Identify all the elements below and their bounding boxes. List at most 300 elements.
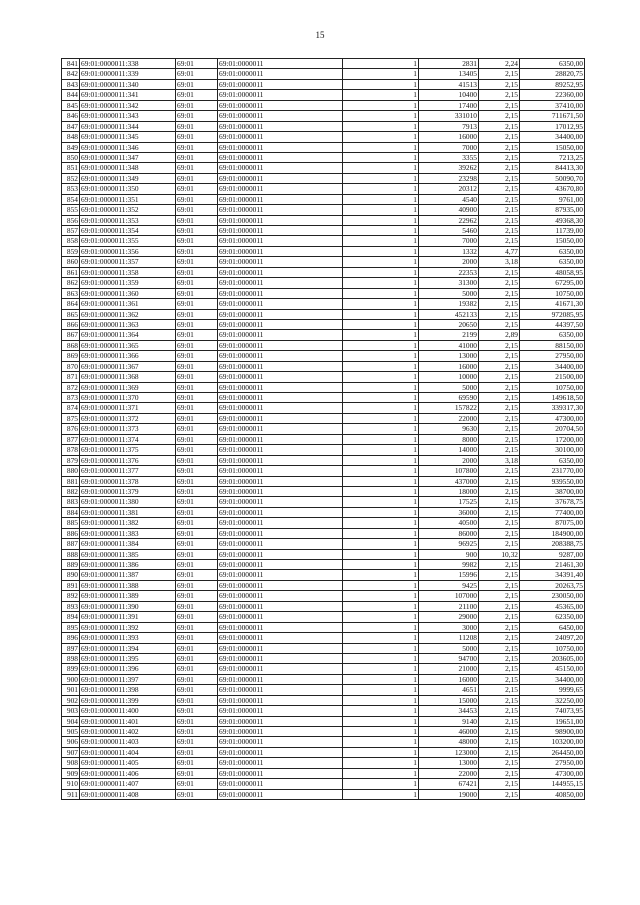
cadastral-value-cell: 24097,20	[520, 633, 585, 643]
row-number-cell: 894	[62, 612, 80, 622]
area-cell: 123000	[419, 747, 479, 757]
table-row	[62, 476, 585, 486]
district-code-cell: 69:01	[176, 560, 218, 570]
district-code-cell: 69:01	[176, 351, 218, 361]
area-cell: 9140	[419, 716, 479, 726]
count-cell: 1	[343, 727, 419, 737]
district-code-cell: 69:01	[176, 653, 218, 663]
table-row	[62, 674, 585, 684]
count-cell: 1	[343, 288, 419, 298]
count-cell: 1	[343, 455, 419, 465]
rate-cell: 2,15	[479, 299, 520, 309]
district-code-cell: 69:01	[176, 768, 218, 778]
cadastral-value-cell: 45365,00	[520, 601, 585, 611]
cadastral-value-cell: 34400,00	[520, 132, 585, 142]
cadastral-value-cell: 230050,00	[520, 591, 585, 601]
count-cell: 1	[343, 372, 419, 382]
row-number-cell: 904	[62, 716, 80, 726]
district-code-cell: 69:01	[176, 319, 218, 329]
area-cell: 15000	[419, 695, 479, 705]
cadastral-value-cell: 6450,00	[520, 622, 585, 632]
cadastral-quarter-cell: 69:01:0000011	[218, 340, 343, 350]
rate-cell: 2,15	[479, 79, 520, 89]
district-code-cell: 69:01	[176, 445, 218, 455]
district-code-cell: 69:01	[176, 194, 218, 204]
rate-cell: 2,89	[479, 330, 520, 340]
count-cell: 1	[343, 100, 419, 110]
table-row	[62, 184, 585, 194]
count-cell: 1	[343, 779, 419, 789]
district-code-cell: 69:01	[176, 372, 218, 382]
rate-cell: 2,15	[479, 393, 520, 403]
area-cell: 16000	[419, 361, 479, 371]
cadastral-value-cell: 62350,00	[520, 612, 585, 622]
area-cell: 19382	[419, 299, 479, 309]
area-cell: 46000	[419, 727, 479, 737]
district-code-cell: 69:01	[176, 288, 218, 298]
cadastral-value-cell: 27950,00	[520, 351, 585, 361]
cadastral-number-cell: 69:01:0000011:377	[80, 466, 176, 476]
cadastral-quarter-cell: 69:01:0000011	[218, 591, 343, 601]
district-code-cell: 69:01	[176, 486, 218, 496]
table-row	[62, 497, 585, 507]
row-number-cell: 879	[62, 455, 80, 465]
table-row	[62, 90, 585, 100]
cadastral-number-cell: 69:01:0000011:370	[80, 393, 176, 403]
area-cell: 18000	[419, 486, 479, 496]
count-cell: 1	[343, 246, 419, 256]
cadastral-value-cell: 7213,25	[520, 152, 585, 162]
count-cell: 1	[343, 163, 419, 173]
cadastral-value-cell: 87935,00	[520, 205, 585, 215]
cadastral-number-cell: 69:01:0000011:360	[80, 288, 176, 298]
cadastral-number-cell: 69:01:0000011:391	[80, 612, 176, 622]
cadastral-quarter-cell: 69:01:0000011	[218, 758, 343, 768]
district-code-cell: 69:01	[176, 393, 218, 403]
cadastral-number-cell: 69:01:0000011:393	[80, 633, 176, 643]
area-cell: 41513	[419, 79, 479, 89]
count-cell: 1	[343, 184, 419, 194]
table-row	[62, 445, 585, 455]
cadastral-number-cell: 69:01:0000011:397	[80, 674, 176, 684]
rate-cell: 2,15	[479, 121, 520, 131]
cadastral-quarter-cell: 69:01:0000011	[218, 497, 343, 507]
cadastral-quarter-cell: 69:01:0000011	[218, 257, 343, 267]
district-code-cell: 69:01	[176, 727, 218, 737]
district-code-cell: 69:01	[176, 779, 218, 789]
row-number-cell: 882	[62, 486, 80, 496]
district-code-cell: 69:01	[176, 413, 218, 423]
count-cell: 1	[343, 173, 419, 183]
district-code-cell: 69:01	[176, 706, 218, 716]
table-row	[62, 111, 585, 121]
area-cell: 23298	[419, 173, 479, 183]
rate-cell: 2,15	[479, 69, 520, 79]
rate-cell: 2,15	[479, 372, 520, 382]
rate-cell: 2,15	[479, 653, 520, 663]
cadastral-number-cell: 69:01:0000011:359	[80, 278, 176, 288]
row-number-cell: 862	[62, 278, 80, 288]
count-cell: 1	[343, 674, 419, 684]
row-number-cell: 896	[62, 633, 80, 643]
rate-cell: 2,15	[479, 445, 520, 455]
cadastral-quarter-cell: 69:01:0000011	[218, 403, 343, 413]
cadastral-quarter-cell: 69:01:0000011	[218, 560, 343, 570]
cadastral-quarter-cell: 69:01:0000011	[218, 434, 343, 444]
rate-cell: 2,15	[479, 132, 520, 142]
cadastral-quarter-cell: 69:01:0000011	[218, 455, 343, 465]
district-code-cell: 69:01	[176, 549, 218, 559]
cadastral-number-cell: 69:01:0000011:362	[80, 309, 176, 319]
rate-cell: 2,15	[479, 633, 520, 643]
cadastral-number-cell: 69:01:0000011:396	[80, 664, 176, 674]
table-row	[62, 779, 585, 789]
cadastral-number-cell: 69:01:0000011:385	[80, 549, 176, 559]
table-row	[62, 100, 585, 110]
cadastral-value-cell: 21461,30	[520, 560, 585, 570]
area-cell: 15996	[419, 570, 479, 580]
table-row	[62, 643, 585, 653]
cadastral-quarter-cell: 69:01:0000011	[218, 424, 343, 434]
count-cell: 1	[343, 403, 419, 413]
area-cell: 9630	[419, 424, 479, 434]
count-cell: 1	[343, 413, 419, 423]
cadastral-number-cell: 69:01:0000011:341	[80, 90, 176, 100]
cadastral-quarter-cell: 69:01:0000011	[218, 173, 343, 183]
cadastral-quarter-cell: 69:01:0000011	[218, 737, 343, 747]
row-number-cell: 895	[62, 622, 80, 632]
count-cell: 1	[343, 466, 419, 476]
cadastral-quarter-cell: 69:01:0000011	[218, 445, 343, 455]
cadastral-value-cell: 50090,70	[520, 173, 585, 183]
rate-cell: 2,15	[479, 758, 520, 768]
cadastral-quarter-cell: 69:01:0000011	[218, 528, 343, 538]
area-cell: 5000	[419, 288, 479, 298]
district-code-cell: 69:01	[176, 528, 218, 538]
cadastral-number-cell: 69:01:0000011:405	[80, 758, 176, 768]
table-row	[62, 226, 585, 236]
cadastral-value-cell: 939550,00	[520, 476, 585, 486]
row-number-cell: 911	[62, 789, 80, 799]
row-number-cell: 909	[62, 768, 80, 778]
area-cell: 1332	[419, 246, 479, 256]
row-number-cell: 891	[62, 580, 80, 590]
cadastral-number-cell: 69:01:0000011:346	[80, 142, 176, 152]
area-cell: 22000	[419, 768, 479, 778]
district-code-cell: 69:01	[176, 518, 218, 528]
cadastral-value-cell: 208388,75	[520, 539, 585, 549]
row-number-cell: 889	[62, 560, 80, 570]
cadastral-number-cell: 69:01:0000011:369	[80, 382, 176, 392]
cadastral-quarter-cell: 69:01:0000011	[218, 351, 343, 361]
area-cell: 21100	[419, 601, 479, 611]
cadastral-quarter-cell: 69:01:0000011	[218, 653, 343, 663]
rate-cell: 2,15	[479, 173, 520, 183]
area-cell: 34453	[419, 706, 479, 716]
count-cell: 1	[343, 560, 419, 570]
table-row	[62, 413, 585, 423]
table-row	[62, 549, 585, 559]
table-row	[62, 246, 585, 256]
district-code-cell: 69:01	[176, 580, 218, 590]
count-cell: 1	[343, 518, 419, 528]
cadastral-quarter-cell: 69:01:0000011	[218, 319, 343, 329]
cadastral-value-cell: 21500,00	[520, 372, 585, 382]
cadastral-quarter-cell: 69:01:0000011	[218, 236, 343, 246]
count-cell: 1	[343, 789, 419, 799]
row-number-cell: 858	[62, 236, 80, 246]
table-row	[62, 685, 585, 695]
area-cell: 94700	[419, 653, 479, 663]
cadastral-quarter-cell: 69:01:0000011	[218, 685, 343, 695]
table-row	[62, 507, 585, 517]
count-cell: 1	[343, 111, 419, 121]
cadastral-number-cell: 69:01:0000011:345	[80, 132, 176, 142]
count-cell: 1	[343, 205, 419, 215]
row-number-cell: 852	[62, 173, 80, 183]
table-row	[62, 560, 585, 570]
district-code-cell: 69:01	[176, 236, 218, 246]
cadastral-value-cell: 38700,00	[520, 486, 585, 496]
rate-cell: 2,15	[479, 90, 520, 100]
cadastral-number-cell: 69:01:0000011:392	[80, 622, 176, 632]
count-cell: 1	[343, 539, 419, 549]
rate-cell: 2,15	[479, 528, 520, 538]
rate-cell: 10,32	[479, 549, 520, 559]
area-cell: 22000	[419, 413, 479, 423]
count-cell: 1	[343, 382, 419, 392]
cadastral-quarter-cell: 69:01:0000011	[218, 727, 343, 737]
rate-cell: 2,15	[479, 768, 520, 778]
district-code-cell: 69:01	[176, 507, 218, 517]
cadastral-number-cell: 69:01:0000011:342	[80, 100, 176, 110]
rate-cell: 2,15	[479, 184, 520, 194]
row-number-cell: 905	[62, 727, 80, 737]
cadastral-value-cell: 67295,00	[520, 278, 585, 288]
cadastral-value-cell: 27950,00	[520, 758, 585, 768]
page-number: 15	[315, 30, 325, 40]
cadastral-value-cell: 47300,00	[520, 413, 585, 423]
cadastral-quarter-cell: 69:01:0000011	[218, 633, 343, 643]
district-code-cell: 69:01	[176, 539, 218, 549]
district-code-cell: 69:01	[176, 643, 218, 653]
row-number-cell: 866	[62, 319, 80, 329]
count-cell: 1	[343, 580, 419, 590]
count-cell: 1	[343, 215, 419, 225]
cadastral-quarter-cell: 69:01:0000011	[218, 382, 343, 392]
rate-cell: 2,24	[479, 59, 520, 69]
area-cell: 16000	[419, 132, 479, 142]
district-code-cell: 69:01	[176, 299, 218, 309]
cadastral-quarter-cell: 69:01:0000011	[218, 372, 343, 382]
count-cell: 1	[343, 445, 419, 455]
row-number-cell: 868	[62, 340, 80, 350]
row-number-cell: 906	[62, 737, 80, 747]
row-number-cell: 847	[62, 121, 80, 131]
row-number-cell: 853	[62, 184, 80, 194]
district-code-cell: 69:01	[176, 716, 218, 726]
area-cell: 157822	[419, 403, 479, 413]
rate-cell: 2,15	[479, 163, 520, 173]
row-number-cell: 849	[62, 142, 80, 152]
rate-cell: 2,15	[479, 205, 520, 215]
table-row	[62, 59, 585, 69]
district-code-cell: 69:01	[176, 152, 218, 162]
row-number-cell: 893	[62, 601, 80, 611]
row-number-cell: 863	[62, 288, 80, 298]
count-cell: 1	[343, 737, 419, 747]
row-number-cell: 850	[62, 152, 80, 162]
rate-cell: 2,15	[479, 518, 520, 528]
table-row	[62, 403, 585, 413]
row-number-cell: 848	[62, 132, 80, 142]
cadastral-quarter-cell: 69:01:0000011	[218, 152, 343, 162]
area-cell: 3355	[419, 152, 479, 162]
district-code-cell: 69:01	[176, 69, 218, 79]
table-row	[62, 601, 585, 611]
count-cell: 1	[343, 226, 419, 236]
table-row	[62, 622, 585, 632]
district-code-cell: 69:01	[176, 434, 218, 444]
district-code-cell: 69:01	[176, 226, 218, 236]
cadastral-quarter-cell: 69:01:0000011	[218, 132, 343, 142]
rate-cell: 2,15	[479, 267, 520, 277]
cadastral-quarter-cell: 69:01:0000011	[218, 309, 343, 319]
rate-cell: 2,15	[479, 674, 520, 684]
row-number-cell: 880	[62, 466, 80, 476]
cadastral-quarter-cell: 69:01:0000011	[218, 59, 343, 69]
cadastral-value-cell: 41671,30	[520, 299, 585, 309]
count-cell: 1	[343, 90, 419, 100]
row-number-cell: 878	[62, 445, 80, 455]
row-number-cell: 846	[62, 111, 80, 121]
district-code-cell: 69:01	[176, 59, 218, 69]
table-row	[62, 152, 585, 162]
district-code-cell: 69:01	[176, 695, 218, 705]
count-cell: 1	[343, 758, 419, 768]
area-cell: 331010	[419, 111, 479, 121]
cadastral-quarter-cell: 69:01:0000011	[218, 706, 343, 716]
table-row	[62, 132, 585, 142]
district-code-cell: 69:01	[176, 466, 218, 476]
row-number-cell: 910	[62, 779, 80, 789]
row-number-cell: 886	[62, 528, 80, 538]
row-number-cell: 844	[62, 90, 80, 100]
table-body	[62, 59, 585, 800]
cadastral-quarter-cell: 69:01:0000011	[218, 768, 343, 778]
cadastral-number-cell: 69:01:0000011:407	[80, 779, 176, 789]
area-cell: 5000	[419, 382, 479, 392]
cadastral-quarter-cell: 69:01:0000011	[218, 549, 343, 559]
area-cell: 16000	[419, 674, 479, 684]
cadastral-value-cell: 32250,00	[520, 695, 585, 705]
cadastral-quarter-cell: 69:01:0000011	[218, 267, 343, 277]
cadastral-quarter-cell: 69:01:0000011	[218, 393, 343, 403]
rate-cell: 2,15	[479, 361, 520, 371]
district-code-cell: 69:01	[176, 173, 218, 183]
cadastral-value-cell: 10750,00	[520, 382, 585, 392]
row-number-cell: 908	[62, 758, 80, 768]
cadastral-quarter-cell: 69:01:0000011	[218, 299, 343, 309]
rate-cell: 2,15	[479, 476, 520, 486]
row-number-cell: 873	[62, 393, 80, 403]
table-row	[62, 236, 585, 246]
cadastral-number-cell: 69:01:0000011:401	[80, 716, 176, 726]
cadastral-value-cell: 6350,00	[520, 246, 585, 256]
row-number-cell: 870	[62, 361, 80, 371]
cadastral-quarter-cell: 69:01:0000011	[218, 111, 343, 121]
cadastral-value-cell: 34400,00	[520, 674, 585, 684]
area-cell: 7000	[419, 236, 479, 246]
count-cell: 1	[343, 236, 419, 246]
cadastral-value-cell: 49368,30	[520, 215, 585, 225]
row-number-cell: 883	[62, 497, 80, 507]
row-number-cell: 872	[62, 382, 80, 392]
table-row	[62, 633, 585, 643]
rate-cell: 2,15	[479, 142, 520, 152]
row-number-cell: 845	[62, 100, 80, 110]
district-code-cell: 69:01	[176, 747, 218, 757]
rate-cell: 2,15	[479, 340, 520, 350]
count-cell: 1	[343, 257, 419, 267]
row-number-cell: 871	[62, 372, 80, 382]
cadastral-quarter-cell: 69:01:0000011	[218, 601, 343, 611]
district-code-cell: 69:01	[176, 424, 218, 434]
cadastral-number-cell: 69:01:0000011:350	[80, 184, 176, 194]
cadastral-number-cell: 69:01:0000011:339	[80, 69, 176, 79]
cadastral-number-cell: 69:01:0000011:361	[80, 299, 176, 309]
cadastral-value-cell: 264450,00	[520, 747, 585, 757]
cadastral-value-cell: 87075,00	[520, 518, 585, 528]
rate-cell: 2,15	[479, 309, 520, 319]
row-number-cell: 859	[62, 246, 80, 256]
cadastral-value-cell: 37410,00	[520, 100, 585, 110]
row-number-cell: 897	[62, 643, 80, 653]
district-code-cell: 69:01	[176, 278, 218, 288]
rate-cell: 2,15	[479, 716, 520, 726]
table-row	[62, 424, 585, 434]
cadastral-quarter-cell: 69:01:0000011	[218, 507, 343, 517]
count-cell: 1	[343, 612, 419, 622]
rate-cell: 2,15	[479, 727, 520, 737]
cadastral-quarter-cell: 69:01:0000011	[218, 674, 343, 684]
cadastral-quarter-cell: 69:01:0000011	[218, 747, 343, 757]
area-cell: 10400	[419, 90, 479, 100]
cadastral-quarter-cell: 69:01:0000011	[218, 79, 343, 89]
area-cell: 7913	[419, 121, 479, 131]
district-code-cell: 69:01	[176, 100, 218, 110]
table-row	[62, 747, 585, 757]
row-number-cell: 867	[62, 330, 80, 340]
cadastral-quarter-cell: 69:01:0000011	[218, 288, 343, 298]
district-code-cell: 69:01	[176, 737, 218, 747]
cadastral-value-cell: 15050,00	[520, 236, 585, 246]
rate-cell: 2,15	[479, 539, 520, 549]
area-cell: 2000	[419, 257, 479, 267]
cadastral-value-cell: 89252,95	[520, 79, 585, 89]
area-cell: 22353	[419, 267, 479, 277]
cadastral-quarter-cell: 69:01:0000011	[218, 246, 343, 256]
district-code-cell: 69:01	[176, 215, 218, 225]
cadastral-number-cell: 69:01:0000011:349	[80, 173, 176, 183]
table-row	[62, 194, 585, 204]
cadastral-number-cell: 69:01:0000011:399	[80, 695, 176, 705]
cadastral-value-cell: 11739,00	[520, 226, 585, 236]
rate-cell: 2,15	[479, 497, 520, 507]
count-cell: 1	[343, 622, 419, 632]
cadastral-value-cell: 20263,75	[520, 580, 585, 590]
cadastral-number-cell: 69:01:0000011:367	[80, 361, 176, 371]
